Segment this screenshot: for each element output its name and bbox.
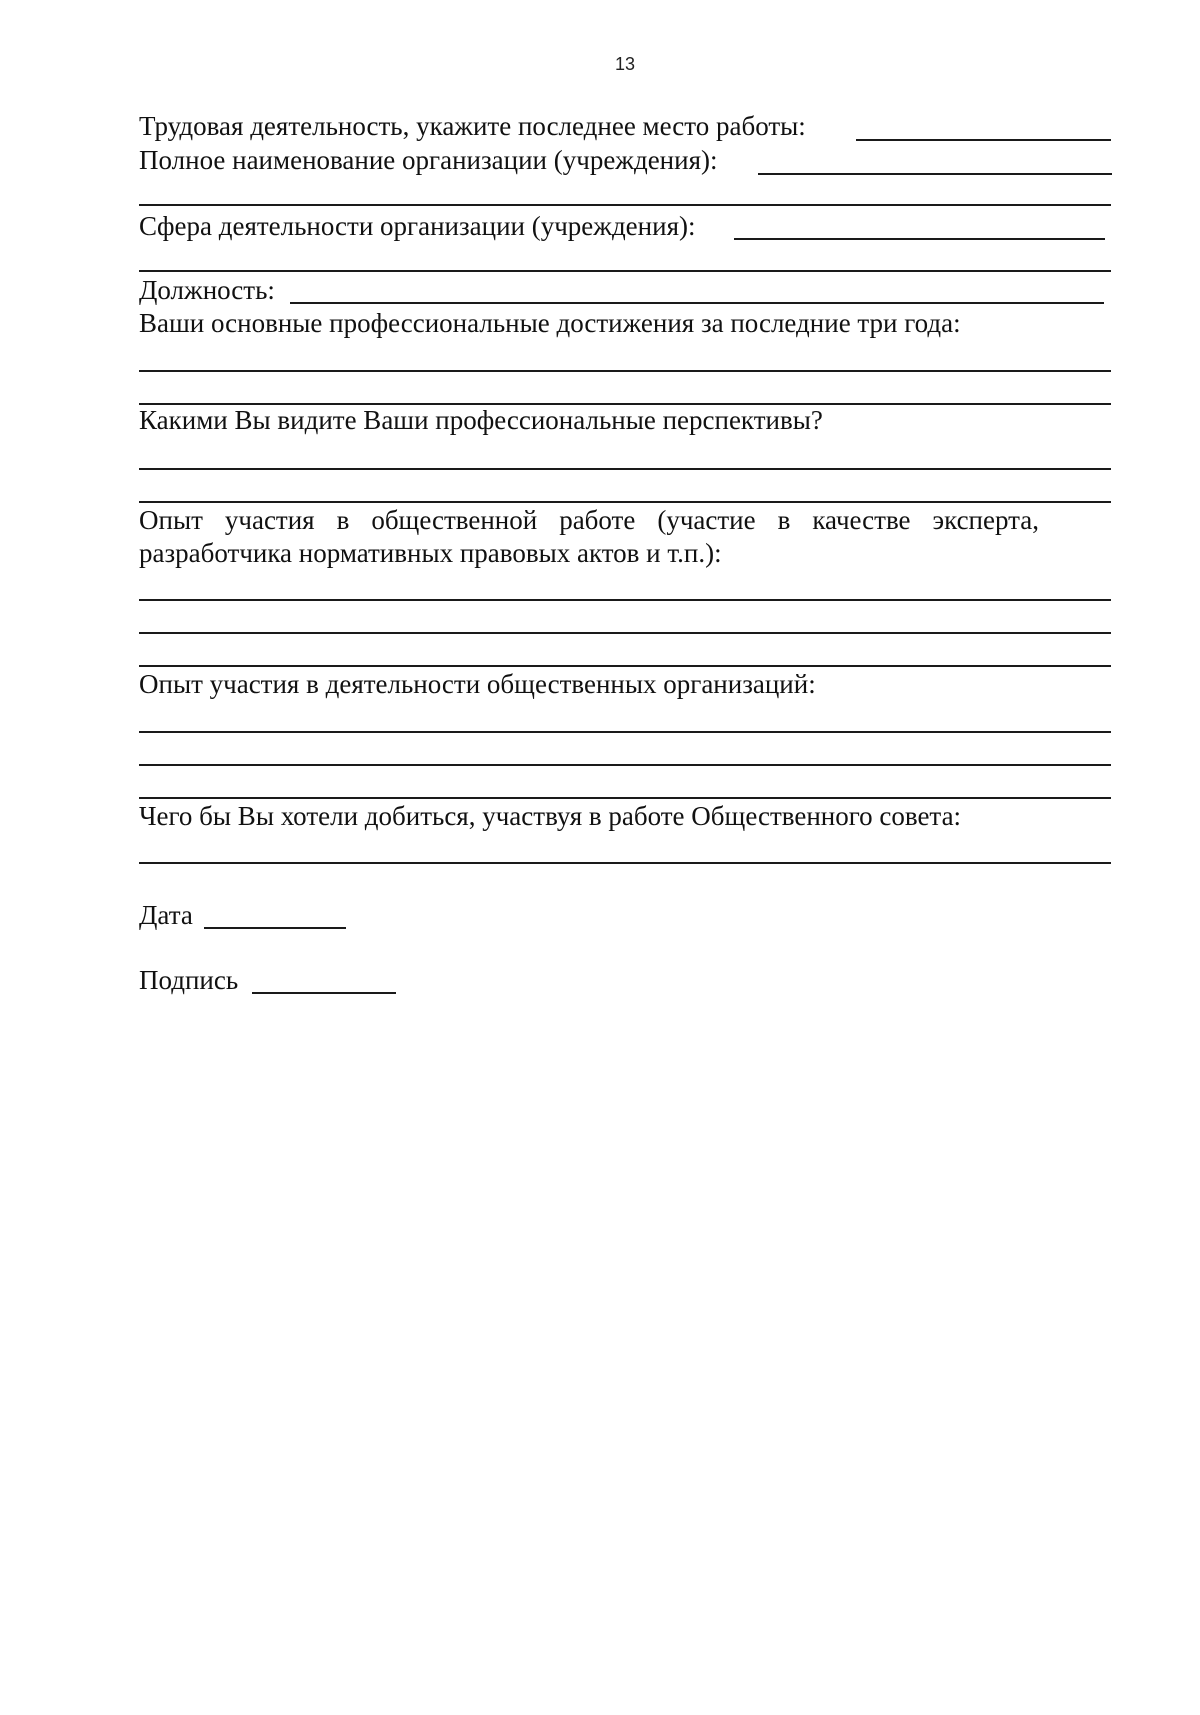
achievements-label: Ваши основные профессиональные достижения за последние три года: <box>139 308 961 338</box>
work-input-line[interactable] <box>856 139 1111 141</box>
public-orgs-line-2[interactable] <box>139 764 1111 766</box>
public-orgs-line-3[interactable] <box>139 797 1111 799</box>
public-work-label-line-2: разработчика нормативных правовых актов и т.п.): <box>139 538 722 568</box>
public-work-line-1[interactable] <box>139 599 1111 601</box>
public-work-word: качестве <box>812 505 911 535</box>
org-sphere-label: Сфера деятельности организации (учреждения): <box>139 211 696 241</box>
org-sphere-input-line[interactable] <box>734 238 1105 240</box>
public-work-line-2[interactable] <box>139 632 1111 634</box>
public-orgs-label: Опыт участия в деятельности общественных организаций: <box>139 669 816 699</box>
public-work-word: участия <box>224 505 315 535</box>
org-sphere-input-line-2[interactable] <box>139 270 1111 272</box>
public-work-word: Опыт <box>139 505 203 535</box>
page-number: 13 <box>614 54 636 74</box>
perspectives-line-1[interactable] <box>139 468 1111 470</box>
signature-label: Подпись <box>139 965 239 995</box>
achievements-line-1[interactable] <box>139 370 1111 372</box>
public-work-word: работе <box>559 505 636 535</box>
org-name-label: Полное наименование организации (учреждения): <box>139 145 718 175</box>
public-work-word: общественной <box>371 505 538 535</box>
perspectives-line-2[interactable] <box>139 501 1111 503</box>
signature-input-line[interactable] <box>252 992 396 994</box>
org-name-input-line-2[interactable] <box>139 204 1111 206</box>
public-work-label-line-1 <box>139 504 1039 536</box>
position-input-line[interactable] <box>290 302 1104 304</box>
public-work-word: эксперта, <box>932 505 1039 535</box>
work-label: Трудовая деятельность, укажите последнее место работы: <box>139 111 806 141</box>
public-orgs-line-1[interactable] <box>139 731 1111 733</box>
date-input-line[interactable] <box>204 927 346 929</box>
perspectives-label: Какими Вы видите Ваши профессиональные перспективы? <box>139 405 823 435</box>
council-goals-line-1[interactable] <box>139 862 1111 864</box>
public-work-word: в <box>336 505 350 535</box>
council-goals-label: Чего бы Вы хотели добиться, участвуя в работе Общественного совета: <box>139 801 962 831</box>
public-work-word: в <box>777 505 791 535</box>
org-name-input-line[interactable] <box>758 173 1112 175</box>
public-work-line-3[interactable] <box>139 665 1111 667</box>
public-work-word: (участие <box>657 505 756 535</box>
date-label: Дата <box>139 900 193 930</box>
position-label: Должность: <box>139 275 275 305</box>
